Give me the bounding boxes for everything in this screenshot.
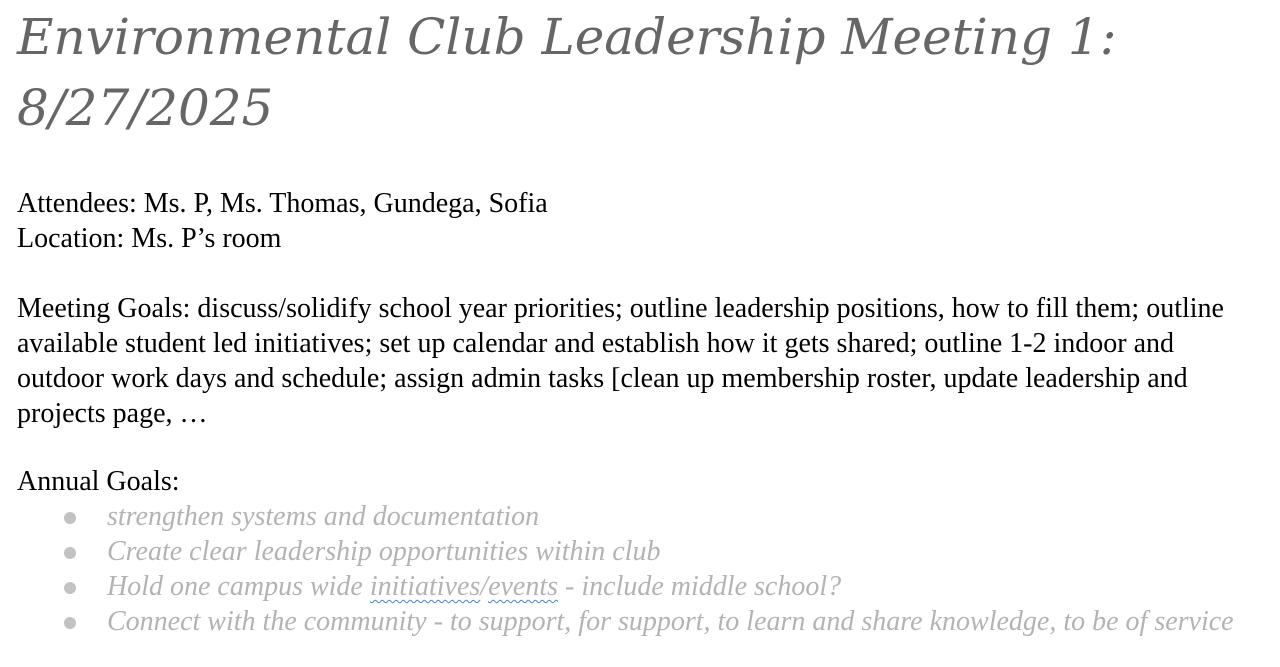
annual-goal-text: Connect with the community - to support, for support, to learn and share knowledge, to be of service bbox=[107, 606, 1234, 637]
bullet-icon bbox=[64, 547, 76, 559]
annual-goal-text-slash: / bbox=[480, 571, 489, 602]
bullet-icon bbox=[64, 617, 76, 629]
bullet-icon bbox=[64, 582, 76, 594]
spellcheck-flagged-word[interactable]: initiatives bbox=[369, 571, 481, 602]
annual-goals-list bbox=[0, 499, 1280, 639]
meeting-details bbox=[17, 186, 1267, 256]
annual-goal-text: Create clear leadership opportunities within club bbox=[107, 536, 661, 567]
list-item bbox=[0, 569, 1280, 604]
list-item bbox=[0, 499, 1280, 534]
spellcheck-flagged-word[interactable]: events bbox=[488, 571, 559, 602]
annual-goals-heading: Annual Goals: bbox=[17, 466, 180, 497]
annual-goal-text: strengthen systems and documentation bbox=[107, 501, 540, 532]
annual-goal-text-start: Hold one campus wide bbox=[107, 571, 370, 602]
document-title: Environmental Club Leadership Meeting 1: 8/27/2025 bbox=[17, 8, 1117, 137]
meeting-goals-paragraph: Meeting Goals: discuss/solidify school year priorities; outline leadership positions, how to fill them; outline available student led initiatives; set up calendar and establish how it gets shared; outline 1-2 indoor and outdoor work days and schedule; assign admin tasks [clean up membership roster, update leadership and projects page, … bbox=[17, 293, 1224, 429]
bullet-icon bbox=[64, 512, 76, 524]
annual-goal-text-end: - include middle school? bbox=[558, 571, 842, 602]
attendees-line: Attendees: Ms. P, Ms. Thomas, Gundega, Sofia bbox=[17, 188, 548, 219]
location-line: Location: Ms. P’s room bbox=[17, 223, 282, 254]
list-item bbox=[0, 604, 1280, 639]
list-item bbox=[0, 534, 1280, 569]
